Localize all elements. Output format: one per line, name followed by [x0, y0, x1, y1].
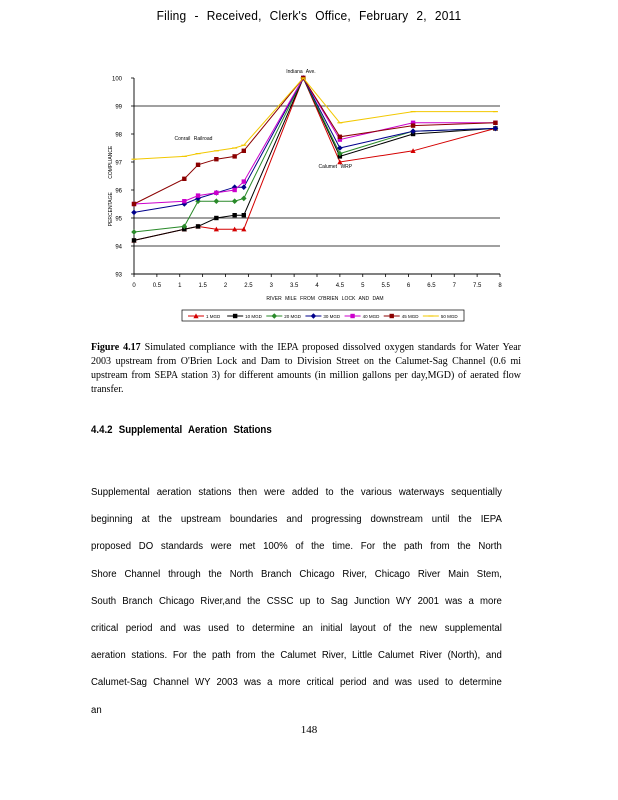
y-tick-label: 94: [115, 244, 122, 251]
data-point: [233, 314, 237, 318]
y-tick-label: 98: [115, 132, 122, 139]
legend-label: 1 MGD: [206, 313, 221, 319]
filing-header: Filing - Received, Clerk's Office, February 2, 2011: [156, 8, 462, 23]
data-point: [232, 198, 238, 204]
chart-grid: [134, 106, 500, 246]
figure-label: Figure 4.17: [91, 342, 141, 353]
data-point: [350, 314, 354, 318]
compliance-line-chart: [100, 62, 520, 324]
data-point: [132, 202, 136, 206]
data-point: [182, 177, 186, 181]
chart-legend: [182, 310, 464, 321]
x-tick-label: 7: [452, 283, 456, 289]
data-point: [232, 154, 236, 158]
legend-label: 30 MGD: [323, 313, 341, 319]
x-tick-label: 7.5: [472, 283, 482, 289]
x-tick-label: 1: [178, 283, 182, 289]
x-tick-label: 6: [406, 283, 411, 289]
y-tick-label: 96: [115, 188, 122, 195]
data-point: [411, 123, 415, 127]
legend-label: 45 MGD: [401, 313, 419, 319]
x-tick-label: 4: [315, 283, 319, 289]
data-point: [232, 188, 236, 192]
y-tick-label: 97: [115, 160, 122, 167]
chart-annotation: Indiana Ave.: [286, 69, 316, 75]
figure-caption-text: Simulated compliance with the IEPA proposed dissolved oxygen standards for Water Year 2003 upstream from O'Brien Lock and Dam to Division Street on the Calumet-Sag Channel (0.6 mi upstream from SEPA station 3) for different amounts (in million gallons per day,MGD) of aerated flow transfer.: [91, 342, 521, 395]
data-point: [196, 163, 200, 167]
data-point: [196, 193, 200, 197]
x-tick-label: 6.5: [427, 283, 436, 289]
data-point: [131, 210, 137, 216]
chart-series: [131, 75, 498, 242]
data-point: [214, 198, 220, 204]
y-tick-label: 100: [111, 76, 122, 83]
legend-label: 40 MGD: [362, 313, 380, 319]
x-tick-label: 5.5: [381, 283, 390, 289]
x-axis-label: RIVER MILE FROM O'BRIEN LOCK AND DAM: [266, 296, 384, 302]
y-axis-label: PERCENTAGE COMPLIANCE: [108, 145, 114, 227]
data-point: [232, 213, 236, 217]
x-tick-label: 1.5: [198, 283, 207, 289]
x-tick-labels: [132, 283, 502, 289]
data-point: [214, 191, 218, 195]
series-line: [134, 78, 495, 159]
x-tick-label: 0: [132, 283, 136, 289]
y-tick-label: 95: [115, 216, 122, 223]
legend-label: 50 MGD: [440, 313, 458, 319]
data-point: [242, 213, 246, 217]
y-tick-label: 99: [115, 104, 122, 111]
x-tick-label: 2.5: [244, 283, 253, 289]
figure-caption: [91, 341, 521, 397]
data-point: [196, 224, 200, 228]
data-point: [214, 157, 218, 161]
data-point: [131, 229, 137, 235]
legend-label: 10 MGD: [245, 313, 262, 319]
data-point: [242, 179, 246, 183]
section-heading: 4.4.2 Supplemental Aeration Stations: [91, 424, 272, 436]
x-tick-label: 0.5: [152, 283, 162, 289]
chart-annotations: [175, 69, 353, 170]
legend-label: 20 MGD: [284, 313, 302, 319]
data-point: [242, 149, 246, 153]
chart-annotation: Calumet WRP: [318, 164, 353, 171]
x-tick-label: 2: [223, 283, 228, 289]
page-number: 148: [300, 724, 318, 736]
x-tick-label: 3: [269, 283, 273, 289]
data-point: [241, 184, 247, 190]
x-tick-label: 5: [361, 283, 365, 289]
y-tick-label: 93: [115, 272, 122, 279]
data-point: [132, 238, 136, 242]
data-point: [390, 314, 394, 318]
x-tick-label: 3.5: [289, 283, 299, 289]
data-point: [214, 216, 218, 220]
data-point: [493, 121, 497, 125]
data-point: [182, 199, 186, 203]
data-point: [241, 196, 247, 202]
body-paragraph: Supplemental aeration stations then were added to the various waterways sequentially beginning at the upstream boundaries and progressing downstream until the IEPA proposed DO standards were met 100% of the time. For the path from the North Shore Channel through the North Branch Chicago River, Chicago River Main Stem, South Branch Chicago River,and the CSSC up to Sag Junction WY 2001 was a more critical period and was used to determine an initial layout of the new supplemental aeration stations. For the path from the Calumet River, Little Calumet River (North), and Calumet-Sag Channel WY 2003 was a more critical period and was used to determine an: [91, 487, 502, 716]
data-point: [338, 135, 342, 139]
chart-annotation: Conrail Railroad: [174, 136, 213, 143]
x-tick-label: 4.5: [335, 283, 345, 289]
series-line: [134, 78, 495, 232]
series-50-mgd: [132, 78, 498, 159]
x-tick-label: 8: [498, 283, 502, 289]
